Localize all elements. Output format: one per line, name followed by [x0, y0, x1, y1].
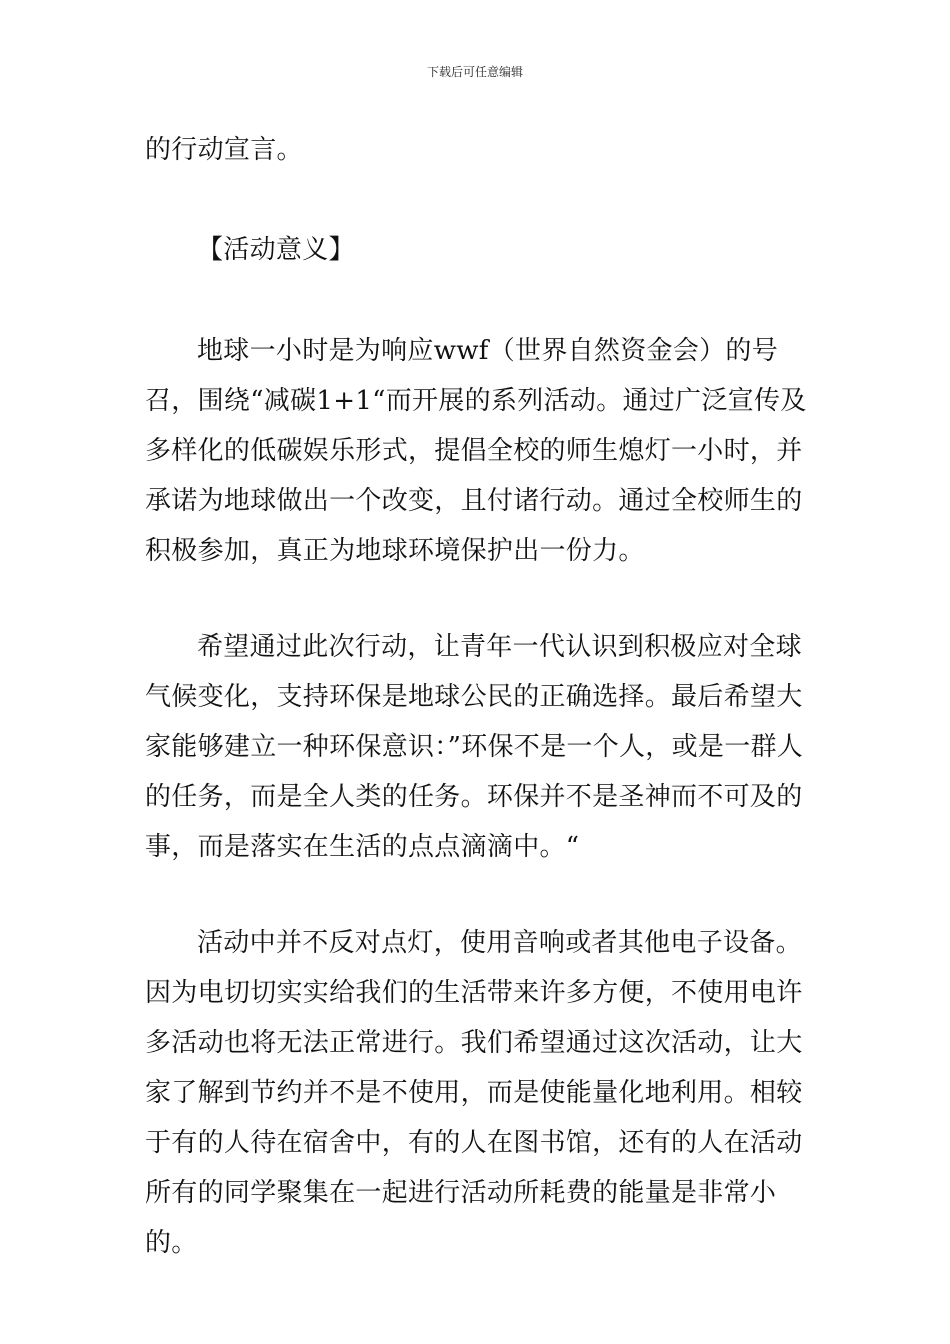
continuation-paragraph: 的行动宣言。 [145, 135, 303, 165]
paragraph-significance: 地球一小时是为响应wwf（世界自然资金会）的号召，围绕“减碳1+1“而开展的系列活动。通过广泛宣传及多样化的低碳娱乐形式，提倡全校的师生熄灯一小时，并承诺为地球做出一个改变，且付诸行动。通过全校师生的积极参加，真正为地球环境保护出一份力。 [145, 336, 807, 566]
paragraph-energy: 活动中并不反对点灯，使用音响或者其他电子设备。因为电切切实实给我们的生活带来许多方便，不使用电许多活动也将无法正常进行。我们希望通过这次活动，让大家了解到节约并不是不使用，而是使能量化地利用。相较于有的人待在宿舍中，有的人在图书馆，还有的人在活动所有的同学聚集在一起进行活动所耗费的能量是非常小的。 [145, 928, 803, 1258]
section-heading: 【活动意义】 [197, 235, 355, 265]
page-header-note: 下载后可任意编辑 [426, 65, 523, 79]
paragraph-hope: 希望通过此次行动，让青年一代认识到积极应对全球气候变化，支持环保是地球公民的正确选择。最后希望大家能够建立一种环保意识：”环保不是一个人，或是一群人的任务，而是全人类的任务。环保并不是圣神而不可及的事，而是落实在生活的点点滴滴中。“ [145, 632, 804, 862]
